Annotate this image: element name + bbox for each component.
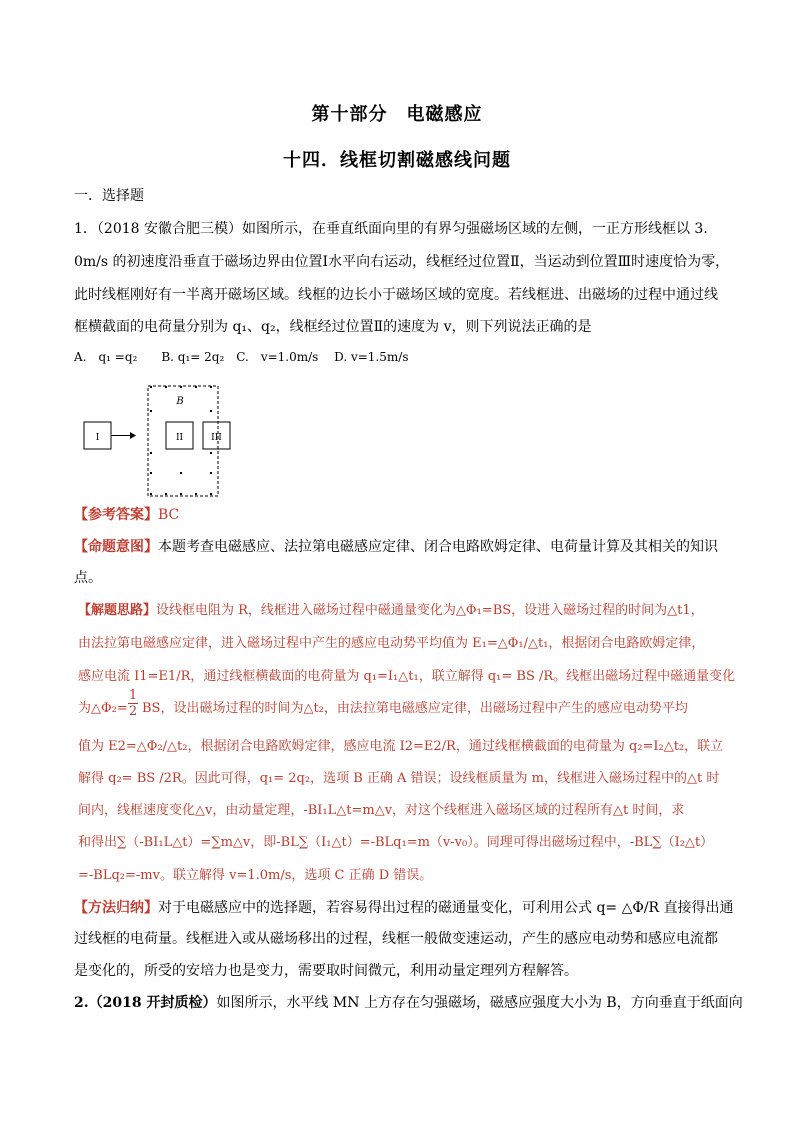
section-heading: 一．选择题: [74, 188, 144, 204]
method-tag: 【方法归纳】: [74, 900, 158, 916]
solution-line-9: =-BLq₂=-mv。联立解得 v=1.0m/s，选项 C 正确 D 错误。: [78, 868, 433, 883]
solution-tag: 【解题思路】: [78, 603, 157, 618]
solution-line-8: 和得出∑（-BI₁L△t）=∑m△v，即-BL∑（I₁△t）=-BLq₁=m（v-v₀）。同理可得出磁场过程中，-BL∑（I₂△t）: [78, 835, 714, 850]
q1-line-1: 1．（2018 安徽合肥三模）如图所示，在垂直纸面向里的有界匀强磁场区域的左侧，一正方形线框以 3.: [74, 221, 708, 237]
q1-line-2: 0m/s 的初速度沿垂直于磁场边界由位置Ⅰ水平向右运动，线框经过位置Ⅱ，当运动到位置Ⅲ时速度恰为零，: [74, 254, 730, 270]
solution-line-6: 解得 q₂= BS /2R。因此可得，q₁= 2q₂，选项 B 正确 A 错误；设线框质量为 m，线框进入磁场过程中的△t 时: [78, 771, 720, 786]
fraction-one-half: [128, 688, 138, 719]
q2-line-1: [74, 993, 743, 1013]
frame-position-1-label: I: [95, 433, 100, 443]
intent-line-1: [74, 537, 718, 557]
fraction-denominator: 2: [128, 704, 138, 719]
frame-position-2-label: II: [175, 433, 184, 443]
q1-figure: [82, 382, 242, 500]
answer-value: BC: [158, 507, 180, 523]
method-line-2: 过线框的电荷量。线框进入或从磁场移出的过程，线框一般做变速运动，产生的感应电动势和感应电流都: [74, 931, 718, 947]
q1-line-4: 框横截面的电荷量分别为 q₁、q₂，线框经过位置Ⅱ的速度为 v，则下列说法正确的是: [74, 319, 592, 335]
solution-text-1: 设线框电阻为 R，线框进入磁场过程中磁通量变化为△Φ₁=BS，设进入磁场过程的时间为△t1，: [156, 603, 704, 618]
answer-tag: 【参考答案】: [74, 507, 158, 523]
q1-options: A. q₁ =q₂ B. q₁= 2q₂ C. v=1.0m/s D. v=1.5m/s: [74, 350, 409, 364]
intent-tag: 【命题意图】: [74, 539, 158, 555]
method-text-1: 对于电磁感应中的选择题，若容易得出过程的磁通量变化，可利用公式 q= △Φ/R 直接得出通: [158, 900, 734, 916]
q2-label: 2.（2018 开封质检）: [74, 995, 217, 1011]
intent-text: 本题考查电磁感应、法拉第电磁感应定律、闭合电路欧姆定律、电荷量计算及其相关的知识: [158, 539, 718, 555]
frame-position-3-label: III: [211, 433, 222, 443]
method-line-3: 是变化的，所受的安培力也是变力，需要取时间微元，利用动量定理列方程解答。: [74, 963, 578, 979]
part-heading: 第十部分 电磁感应: [311, 104, 483, 125]
solution-line-3: 感应电流 I1=E1/R，通过线框横截面的电荷量为 q₁=I₁△t₁，联立解得 q₁= BS /R。线框出磁场过程中磁通量变化: [78, 669, 736, 684]
topic-heading: 十四．线框切割磁感线问题: [283, 150, 511, 171]
intent-line-2: 点。: [74, 570, 102, 586]
solution-line-2: 由法拉第电磁感应定律，进入磁场过程中产生的感应电动势平均值为 E₁=△Φ₁/△t₁，根据闭合电路欧姆定律，: [78, 636, 705, 651]
solution-line-4-prefix: 为△Φ₂=: [78, 701, 128, 716]
q1-line-3: 此时线框刚好有一半离开磁场区域。线框的边长小于磁场区域的宽度。若线框进、出磁场的过程中通过线: [74, 287, 718, 303]
velocity-arrow-head: [130, 432, 136, 439]
fraction-numerator: 1: [128, 688, 138, 703]
solution-line-5: 值为 E2=△Φ₂/△t₂，根据闭合电路欧姆定律，感应电流 I2=E2/R，通过线框横截面的电荷量为 q₂=I₂△t₂，联立: [78, 739, 724, 754]
solution-line-7: 间内，线框速度变化△v，由动量定理，-BI₁L△t=m△v，对这个线框进入磁场区域的过程所有△t 时间，求: [78, 803, 685, 818]
method-line-1: [74, 898, 734, 918]
field-label: B: [176, 396, 184, 407]
solution-line-1: [78, 601, 704, 621]
answer-line: [74, 505, 179, 525]
solution-line-4: BS，设出磁场过程的时间为△t₂，由法拉第电磁感应定律，出磁场过程中产生的感应电动势平均: [142, 701, 688, 716]
q2-text: 如图所示，水平线 MN 上方存在匀强磁场，磁感应强度大小为 B，方向垂直于纸面向: [216, 995, 743, 1011]
